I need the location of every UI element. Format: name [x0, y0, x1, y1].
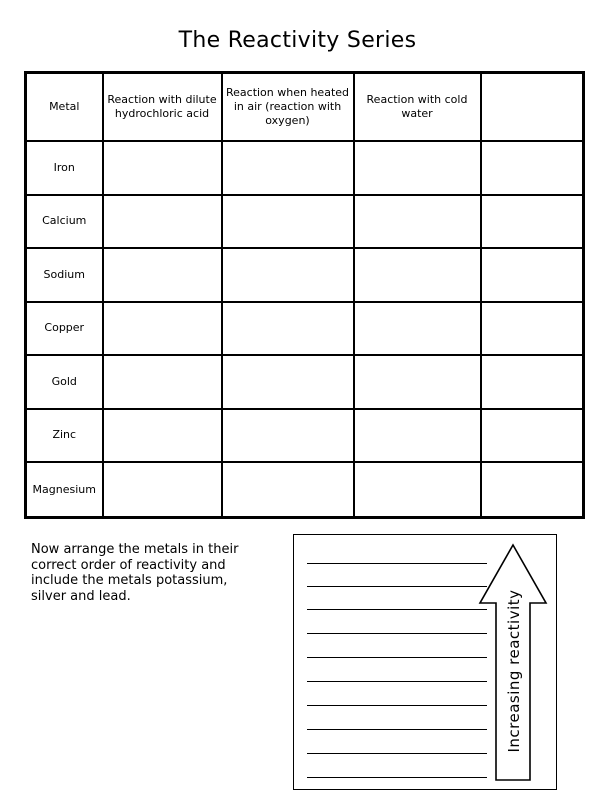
header-hydrochloric-acid: Reaction with dilute hydrochloric acid: [103, 73, 222, 142]
table-row: [26, 195, 584, 249]
answer-line[interactable]: [307, 563, 487, 564]
metal-name: Iron: [26, 141, 103, 195]
answer-cell[interactable]: [222, 141, 354, 195]
answer-cell[interactable]: [481, 141, 584, 195]
answer-line[interactable]: [307, 609, 487, 610]
answer-cell[interactable]: [222, 195, 354, 249]
table-row: [26, 409, 584, 463]
answer-cell[interactable]: [481, 302, 584, 356]
answer-line[interactable]: [307, 681, 487, 682]
header-blank: [481, 73, 584, 142]
answer-cell[interactable]: [222, 248, 354, 302]
arrow-label: Increasing reactivity: [505, 589, 523, 753]
answer-cell[interactable]: [103, 248, 222, 302]
answer-cell[interactable]: [354, 302, 481, 356]
answer-cell[interactable]: [354, 462, 481, 517]
metal-name: Copper: [26, 302, 103, 356]
table-row: [26, 302, 584, 356]
header-heated-in-air: Reaction when heated in air (reaction with oxygen): [222, 73, 354, 142]
answer-cell[interactable]: [222, 409, 354, 463]
answer-line[interactable]: [307, 657, 487, 658]
answer-cell[interactable]: [481, 248, 584, 302]
table-row: [26, 248, 584, 302]
metal-name: Zinc: [26, 409, 103, 463]
answer-cell[interactable]: [481, 462, 584, 517]
answer-line[interactable]: [307, 777, 487, 778]
order-answer-box: [293, 534, 557, 790]
answer-cell[interactable]: [103, 141, 222, 195]
answer-line[interactable]: [307, 705, 487, 706]
answer-cell[interactable]: [354, 248, 481, 302]
answer-cell[interactable]: [481, 355, 584, 409]
answer-line[interactable]: [307, 729, 487, 730]
answer-cell[interactable]: [354, 355, 481, 409]
answer-cell[interactable]: [354, 409, 481, 463]
answer-cell[interactable]: [481, 195, 584, 249]
answer-cell[interactable]: [222, 355, 354, 409]
arrange-instructions: Now arrange the metals in their correct order of reactivity and include the metals potassium, silver and lead.: [31, 542, 239, 604]
header-metal: Metal: [26, 73, 103, 142]
answer-cell[interactable]: [103, 302, 222, 356]
metal-name: Sodium: [26, 248, 103, 302]
table-header-row: [26, 73, 584, 142]
header-cold-water: Reaction with cold water: [354, 73, 481, 142]
answer-cell[interactable]: [103, 195, 222, 249]
answer-cell[interactable]: [481, 409, 584, 463]
answer-line[interactable]: [307, 586, 487, 587]
table-row: [26, 462, 584, 517]
answer-cell[interactable]: [354, 141, 481, 195]
table-row: [26, 355, 584, 409]
answer-cell[interactable]: [222, 462, 354, 517]
answer-cell[interactable]: [354, 195, 481, 249]
reactivity-table: [24, 71, 585, 519]
answer-cell[interactable]: [222, 302, 354, 356]
metal-name: Gold: [26, 355, 103, 409]
answer-cell[interactable]: [103, 409, 222, 463]
answer-cell[interactable]: [103, 462, 222, 517]
answer-cell[interactable]: [103, 355, 222, 409]
answer-line[interactable]: [307, 753, 487, 754]
answer-line[interactable]: [307, 633, 487, 634]
table-row: [26, 141, 584, 195]
metal-name: Calcium: [26, 195, 103, 249]
worksheet-title: The Reactivity Series: [178, 28, 417, 53]
metal-name: Magnesium: [26, 462, 103, 517]
